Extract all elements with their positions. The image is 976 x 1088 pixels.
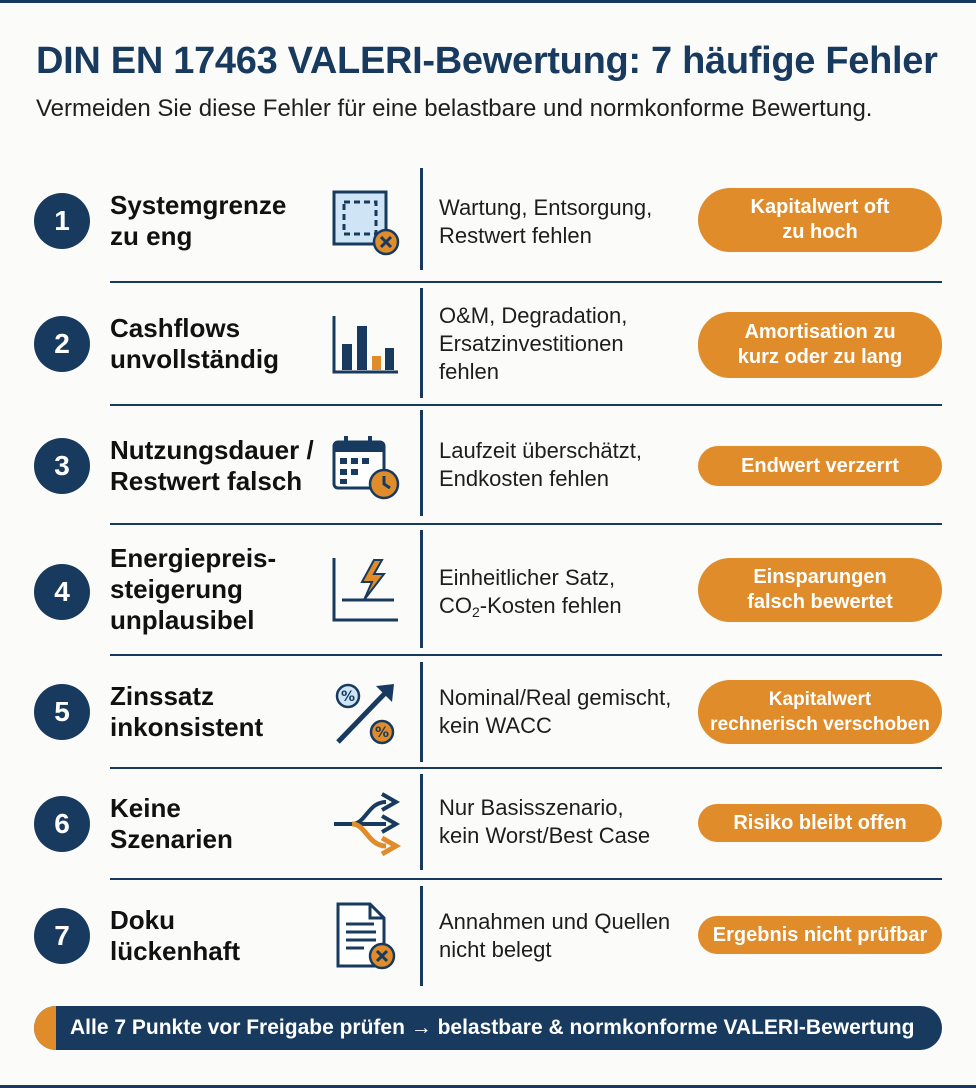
page-title: DIN EN 17463 VALERI-Bewertung: 7 häufige Fehler [36,40,938,82]
error-description: Einheitlicher Satz, $CO_2$-Kosten fehlen [439,565,622,620]
interest-rate-arrow-icon [330,678,402,750]
top-border [0,0,976,3]
footer-text: Alle 7 Punkte vor Freigabe prüfen → belastbare & normkonforme VALERI-Bewertung [70,1016,915,1039]
step-number: 4 [34,564,90,620]
step-number: 2 [34,316,90,372]
column-divider [420,410,423,516]
impact-badge: Risiko bleibt offen [698,804,942,842]
impact-badge: Ergebnis nicht prüfbar [698,916,942,954]
error-label: Doku lückenhaft [110,905,241,966]
error-label: Systemgrenze zu eng [110,190,287,251]
step-number: 3 [34,438,90,494]
step-number: 1 [34,193,90,249]
error-row-6 [30,774,946,874]
row-separator [110,281,942,283]
row-separator [110,878,942,880]
error-description: Wartung, Entsorgung, Restwert fehlen [439,195,653,248]
svg-text:%: % [374,725,390,741]
error-row-5 [30,662,946,764]
row-separator [110,654,942,656]
step-number: 5 [34,684,90,740]
error-label: Energiepreis- steigerung unplausibel [110,543,277,635]
impact-badge: Kapitalwert oft zu hoch [698,188,942,252]
column-divider [420,886,423,986]
error-label: Cashflows unvollständig [110,313,279,374]
impact-badge: Amortisation zu kurz oder zu lang [698,312,942,378]
column-divider [420,168,423,270]
page-subtitle: Vermeiden Sie diese Fehler für eine belastbare und normkonforme Bewertung. [36,95,873,122]
row-separator [110,404,942,406]
document-cross-icon [330,900,402,972]
column-divider [420,774,423,870]
impact-badge: Einsparungen falsch bewertet [698,558,942,622]
branching-arrows-icon [330,788,402,860]
error-row-3 [30,410,946,520]
error-description: Nur Basisszenario, kein Worst/Best Case [439,795,651,848]
row-separator [110,767,942,769]
error-row-7 [30,886,946,990]
error-description: Laufzeit überschätzt, Endkosten fehlen [439,438,643,491]
row-separator [110,523,942,525]
error-description: O&M, Degradation, Ersatzinvestitionen fehlen [439,303,628,384]
footer-accent [34,1006,56,1050]
footer-banner [34,1006,942,1050]
column-divider [420,530,423,648]
bar-chart-icon [330,310,402,382]
column-divider [420,662,423,762]
step-number: 6 [34,796,90,852]
step-number: 7 [34,908,90,964]
calendar-clock-icon [330,432,402,504]
error-description: Nominal/Real gemischt, kein WACC [439,685,672,738]
energy-chart-icon [330,554,402,626]
error-label: Zinssatz inkonsistent [110,681,264,742]
error-label: Nutzungsdauer / Restwert falsch [110,435,314,496]
svg-text:%: % [340,689,356,705]
error-label: Keine Szenarien [110,793,233,854]
impact-badge: Endwert verzerrt [698,446,942,486]
impact-badge: Kapitalwert rechnerisch verschoben [698,680,942,744]
error-description: Annahmen und Quellen nicht belegt [439,909,671,962]
column-divider [420,288,423,398]
boundary-cross-icon [330,186,402,258]
error-row-4 [30,530,946,652]
error-row-1 [30,168,946,278]
error-row-2 [30,288,946,400]
